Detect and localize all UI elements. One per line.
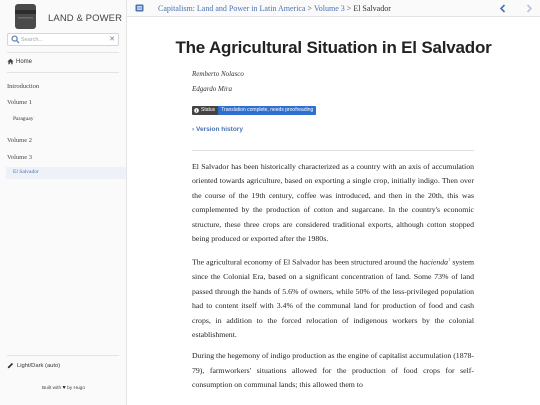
divider [7, 52, 119, 53]
home-label: Home [16, 58, 33, 65]
chevron-left-icon[interactable] [496, 2, 510, 15]
clear-search-icon[interactable]: ✕ [109, 36, 115, 43]
built-prefix: Built with [41, 386, 62, 391]
search-box [7, 33, 119, 46]
breadcrumb-separator: > [307, 4, 313, 13]
sidebar-item-volume-1[interactable]: Volume 1 [7, 99, 32, 106]
home-icon [7, 58, 14, 65]
logo-icon [15, 4, 36, 29]
pencil-icon [7, 362, 14, 369]
built-suffix[interactable]: by Hugo [67, 386, 86, 391]
chevron-right-icon[interactable] [522, 2, 536, 15]
toc-icon[interactable] [135, 4, 144, 12]
breadcrumb-volume[interactable]: Volume 3 [314, 4, 345, 13]
topbar [127, 0, 540, 17]
brand[interactable] [12, 4, 124, 30]
sidebar-item-label: El Salvador [13, 169, 39, 175]
version-history-toggle[interactable] [192, 126, 243, 133]
paragraph [192, 253, 474, 342]
theme-toggle[interactable] [7, 362, 60, 369]
breadcrumb-separator: > [346, 4, 352, 13]
sidebar-item-paraguay[interactable]: Paraguay [13, 116, 34, 122]
sidebar-item-el-salvador[interactable] [6, 167, 126, 179]
paragraph: During the hegemony of indigo production as the engine of capitalist accumulation (1878-79), farmworkers' situations allowed for the production of food crops for self-consumption on communal lands; this allowed them to [192, 351, 474, 390]
theme-toggle-label: Light/Dark (auto) [17, 362, 61, 369]
version-history-label: Version history [195, 126, 243, 133]
search-input[interactable] [21, 34, 103, 45]
status-value: Translation complete, needs proofreading [218, 106, 316, 115]
status-label: Status [201, 107, 216, 113]
author-name: Edgardo Mira [192, 85, 232, 93]
paragraph-text: The agricultural economy of El Salvador has been structured around the [192, 258, 418, 268]
divider [7, 355, 119, 356]
page-title: The Agricultural Situation in El Salvador [175, 38, 492, 57]
info-icon [194, 108, 199, 113]
breadcrumb [158, 4, 391, 13]
breadcrumb-book[interactable]: Capitalism: Land and Power in Latin America [158, 4, 306, 13]
search-icon [11, 35, 20, 44]
breadcrumb-current: El Salvador [353, 4, 391, 13]
sidebar-item-volume-2[interactable]: Volume 2 [7, 137, 32, 144]
heart-icon: ♥ [62, 385, 66, 391]
sidebar [0, 0, 127, 405]
author-name: Remberto Nolasco [192, 70, 244, 78]
brand-title: LAND & POWER [48, 13, 123, 24]
home-link[interactable] [7, 58, 32, 65]
divider [192, 150, 474, 151]
footnote-ref[interactable]: 1 [448, 257, 451, 263]
status-label-box [192, 106, 218, 115]
emphasis-hacienda: hacienda [419, 258, 449, 268]
article [127, 17, 540, 405]
paragraph: El Salvador has been historically characterized as a country with an axis of accumulation oriented towards agriculture, based on exporting a single crop, initially indigo. Then over the course of the 19th century, coffee was introduced, and then in the 20th, this was complemented by the production of cotton and sugarcane. In the country's economic structure, these three crops are considered traditional exports, although cotton stopped being produced or exported after the 1980s. [192, 162, 474, 244]
divider [7, 72, 119, 73]
status-badge [192, 106, 316, 115]
article-body [192, 160, 474, 400]
built-with [0, 385, 127, 391]
chevron-right-icon: › [192, 126, 195, 133]
sidebar-item-volume-3[interactable]: Volume 3 [7, 154, 32, 161]
sidebar-item-introduction[interactable]: Introduction [7, 83, 40, 90]
paragraph-text: system since the Colonial Era, based on a significant concentration of land. Some 73% of land passed through the hands of 5.6% of owners, while 50% of the less-privileged population had to content itself with 3.4% of the communal land for production of food and cash crops, in addition to the forced relocation of indigenous workers by the colonial establishment. [192, 258, 475, 340]
